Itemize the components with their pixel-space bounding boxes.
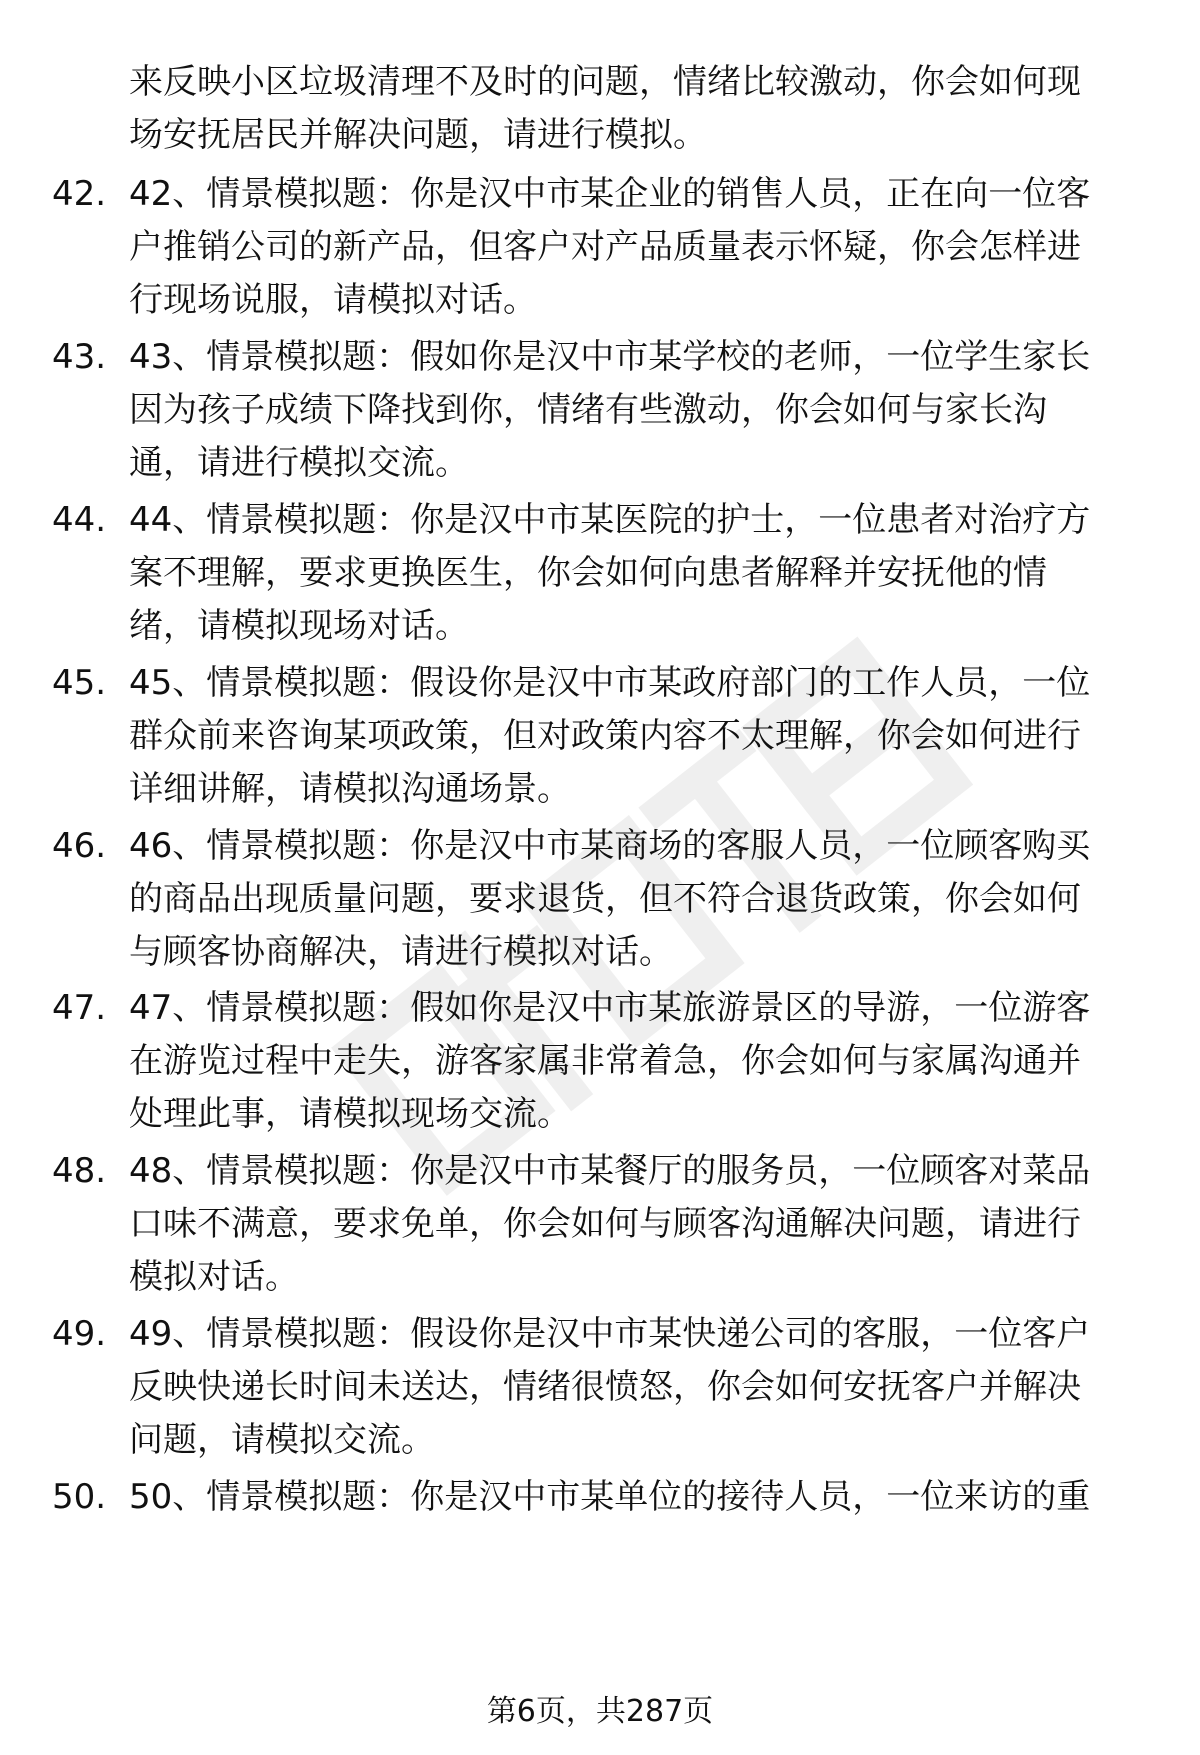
item-text (129, 657, 1155, 816)
text-line: 案不理解，要求更换医生，你会如何向患者解释并安抚他的情 (129, 553, 1047, 593)
item-text (129, 820, 1155, 979)
text-line: 问题，请模拟交流。 (129, 1420, 435, 1460)
text-line: 户推销公司的新产品，但客户对产品质量表示怀疑，你会怎样进 (129, 227, 1081, 267)
text-line: 45、情景模拟题：假设你是汉中市某政府部门的工作人员，一位 (129, 663, 1091, 703)
text-line: 42、情景模拟题：你是汉中市某企业的销售人员，正在向一位客 (129, 174, 1091, 214)
carryover-text (129, 56, 1155, 162)
item-text (129, 168, 1155, 327)
text-line: 47、情景模拟题：假如你是汉中市某旅游景区的导游，一位游客 (129, 988, 1091, 1028)
text-line: 48、情景模拟题：你是汉中市某餐厅的服务员，一位顾客对菜品 (129, 1151, 1091, 1191)
item-number: 47. (52, 988, 107, 1028)
item-text (129, 1145, 1155, 1304)
text-line: 反映快递长时间未送达，情绪很愤怒，你会如何安抚客户并解决 (129, 1367, 1081, 1407)
text-line: 50、情景模拟题：你是汉中市某单位的接待人员，一位来访的重 (129, 1477, 1091, 1517)
item-number: 45. (52, 663, 107, 703)
text-line: 44、情景模拟题：你是汉中市某医院的护士，一位患者对治疗方 (129, 500, 1091, 540)
text-line: 46、情景模拟题：你是汉中市某商场的客服人员，一位顾客购买 (129, 826, 1091, 866)
text-line: 模拟对话。 (129, 1257, 299, 1297)
item-text (129, 1471, 1155, 1524)
item-number: 43. (52, 337, 107, 377)
text-line: 来反映小区垃圾清理不及时的问题，情绪比较激动，你会如何现 (129, 62, 1081, 102)
item-number: 44. (52, 500, 107, 540)
text-line: 场安抚居民并解决问题，请进行模拟。 (129, 115, 707, 155)
item-number: 49. (52, 1314, 107, 1354)
item-number: 50. (52, 1477, 107, 1517)
text-line: 处理此事，请模拟现场交流。 (129, 1094, 571, 1134)
text-line: 通，请进行模拟交流。 (129, 443, 469, 483)
text-line: 43、情景模拟题：假如你是汉中市某学校的老师，一位学生家长 (129, 337, 1091, 377)
item-text (129, 1308, 1155, 1467)
item-text (129, 331, 1155, 490)
text-line: 口味不满意，要求免单，你会如何与顾客沟通解决问题，请进行 (129, 1204, 1081, 1244)
item-number: 42. (52, 174, 107, 214)
item-number: 46. (52, 826, 107, 866)
text-line: 行现场说服，请模拟对话。 (129, 280, 537, 320)
text-line: 与顾客协商解决，请进行模拟对话。 (129, 932, 673, 972)
text-line: 因为孩子成绩下降找到你，情绪有些激动，你会如何与家长沟 (129, 390, 1047, 430)
text-line: 详细讲解，请模拟沟通场景。 (129, 769, 571, 809)
text-line: 绪，请模拟现场对话。 (129, 606, 469, 646)
item-text (129, 494, 1155, 653)
item-number: 48. (52, 1151, 107, 1191)
page-footer: 第6页，共287页 (486, 1694, 714, 1729)
text-line: 群众前来咨询某项政策，但对政策内容不太理解，你会如何进行 (129, 716, 1081, 756)
item-text (129, 982, 1155, 1141)
text-line: 的商品出现质量问题，要求退货，但不符合退货政策，你会如何 (129, 879, 1081, 919)
text-line: 在游览过程中走失，游客家属非常着急，你会如何与家属沟通并 (129, 1041, 1081, 1081)
text-line: 49、情景模拟题：假设你是汉中市某快递公司的客服，一位客户 (129, 1314, 1091, 1354)
